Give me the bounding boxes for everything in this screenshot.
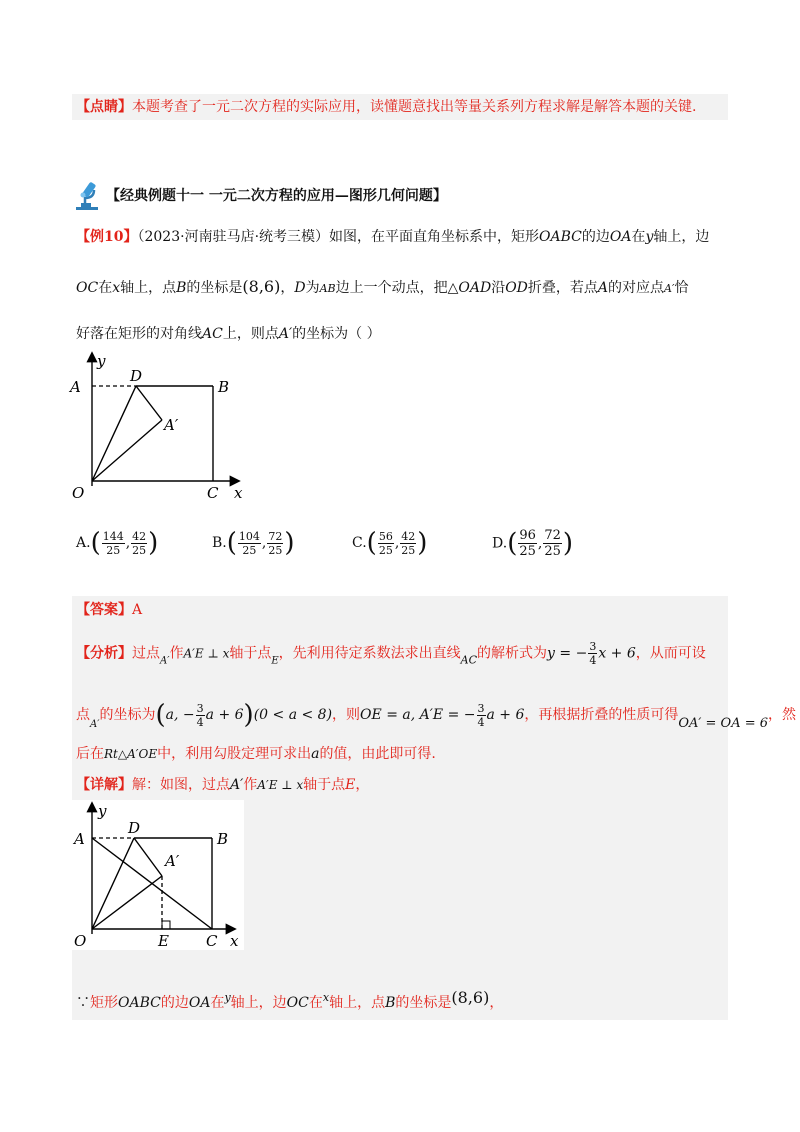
math-OABC: OABC	[118, 995, 161, 1011]
num: 56	[378, 529, 393, 543]
math-OC: OC	[76, 280, 99, 296]
option-A[interactable]: A.( $\frac{144}{25}$ , $\frac{42}{25}$ )	[76, 528, 159, 558]
label-y: y	[97, 352, 106, 370]
text: 矩形	[90, 995, 118, 1011]
label-x: x	[230, 932, 239, 950]
text: ，从而可设	[635, 645, 706, 662]
section-title: 【经典例题十一 一元二次方程的应用—图形几何问题】	[106, 188, 447, 204]
math-rt: Rt△A′OE	[104, 747, 158, 761]
math-OA: OA	[188, 995, 211, 1011]
math-eq: OE = a, A′E = −	[360, 707, 476, 723]
math-OC: OC	[286, 995, 309, 1011]
text: 的边	[160, 995, 189, 1011]
problem-line-1	[76, 227, 709, 247]
text: 在	[631, 229, 646, 245]
text: 的解析式为	[477, 645, 548, 662]
text: 恰	[674, 280, 689, 296]
text: 折叠，若点	[527, 280, 598, 296]
analysis-line-2: 点$_{A'}$的坐标为(a, − $\frac{3}{4}$ a + 6)(0 < a < 8)，则OE = a, A′E = − $\frac{3}{4}$ a + 6，再根据折叠的性质可得OA′ = OA = 6，然	[76, 700, 797, 731]
text: 作	[169, 645, 184, 662]
answer-line	[76, 600, 142, 620]
math-OA: OA	[609, 229, 632, 245]
num: 72	[544, 528, 561, 543]
detail-tag: 【详解】	[76, 777, 132, 793]
analysis-line-3	[76, 744, 436, 764]
text: ，	[355, 777, 370, 793]
text: 边上一个动点，把	[335, 280, 448, 296]
analysis-line-1	[76, 640, 706, 675]
option-label: B.	[212, 535, 227, 551]
math-x: x	[112, 280, 121, 296]
problem-source: （2023·河南驻马店·统考三模）	[137, 229, 330, 245]
text: ，	[489, 995, 504, 1011]
math-Aprime: A′	[160, 655, 170, 667]
num: 96	[519, 528, 536, 543]
text: 的坐标是	[395, 995, 452, 1011]
den: 25	[132, 543, 147, 557]
den: 25	[106, 543, 121, 557]
den: 25	[401, 543, 416, 557]
option-label: C.	[352, 535, 367, 551]
math-AC: AC	[460, 653, 478, 667]
text: 中，利用勾股定理可求出	[157, 746, 312, 762]
option-label: D.	[492, 535, 508, 552]
num: 3	[589, 640, 597, 653]
label-y: y	[98, 802, 107, 820]
num: 42	[401, 529, 416, 543]
num: 144	[102, 529, 124, 543]
num: 104	[238, 529, 260, 543]
label-Aprime: A′	[165, 852, 180, 870]
math-range: (0 < a < 8)	[253, 707, 333, 723]
figure-2	[72, 800, 244, 950]
analysis-tag: 【分析】	[76, 645, 132, 662]
text: 的坐标为	[99, 707, 156, 723]
math-OD: OD	[505, 280, 528, 296]
label-D: D	[128, 819, 141, 837]
text: ，先利用待定系数法求出直线	[278, 645, 461, 662]
den: 25	[242, 543, 257, 557]
text: ，	[280, 280, 295, 296]
num: 3	[196, 701, 204, 715]
label-E: E	[158, 932, 169, 950]
math-perp: A′E ⊥ x	[183, 646, 230, 661]
text: 轴上，点	[329, 995, 386, 1011]
label-D: D	[130, 367, 143, 385]
den: 25	[519, 544, 536, 559]
problem-tag: 【例10】	[76, 229, 138, 245]
label-x: x	[234, 484, 243, 500]
math-eq2: OA′ = OA = 6	[678, 716, 769, 731]
figure-1	[66, 348, 266, 500]
num: 3	[477, 701, 485, 715]
dianjing-text: 本题考查了一元二次方程的实际应用，读懂题意找出等量关系列方程求解是解答本题的关键.	[132, 99, 697, 115]
text: ，再根据折叠的性质可得	[524, 707, 679, 723]
math-coordB: (8,6)	[242, 277, 281, 296]
math-Aprime: A′	[230, 777, 244, 793]
label-A: A	[70, 378, 81, 396]
den: 25	[544, 544, 561, 559]
label-O: O	[74, 932, 87, 950]
math-coord: a, −	[165, 707, 195, 723]
math-AC: AC	[202, 326, 223, 342]
math-B: B	[385, 995, 396, 1011]
math-B: B	[176, 280, 187, 296]
label-B: B	[218, 378, 230, 396]
text: 后在	[76, 746, 104, 762]
math-eq: y = −	[547, 645, 588, 662]
den: 25	[268, 543, 283, 557]
detail-line-2	[76, 988, 503, 1013]
text: 如图，在平面直角坐标系中，矩形	[329, 229, 540, 245]
text: 解：如图，过点	[132, 777, 230, 793]
text: 在	[308, 995, 323, 1011]
math-D: D	[294, 280, 306, 296]
math-triOAD: △OAD	[447, 280, 492, 296]
math-perp: A′E ⊥ x	[257, 778, 304, 792]
math-Aprime: A′	[90, 719, 100, 730]
text: ，则	[332, 707, 361, 723]
text: 点	[76, 707, 90, 723]
text: 轴于点	[229, 645, 272, 662]
label-A: A	[74, 830, 85, 848]
den: 4	[589, 654, 597, 667]
den: 25	[378, 543, 393, 557]
text: 在	[210, 995, 225, 1011]
detail-line-1	[76, 775, 369, 795]
text: ，然	[768, 707, 797, 723]
text: 的对应点	[608, 280, 665, 296]
math-Aprime: A′	[664, 282, 675, 295]
den: 4	[477, 715, 485, 729]
label-B: B	[217, 830, 229, 848]
math-OABC: OABC	[539, 229, 582, 245]
num: 42	[132, 529, 147, 543]
text: 轴上，边	[230, 995, 287, 1011]
math-E: E	[271, 655, 279, 667]
text: 的边	[581, 229, 610, 245]
option-D[interactable]: D.( $\frac{96}{25}$ , $\frac{72}{25}$ )	[492, 528, 574, 559]
text: 轴上，边	[653, 229, 710, 245]
math-a: a	[311, 746, 320, 762]
text: 轴于点	[303, 777, 346, 793]
label-O: O	[72, 484, 85, 500]
problem-line-2	[76, 277, 688, 299]
answer-tag: 【答案】	[76, 602, 132, 618]
text: 好落在矩形的对角线	[76, 326, 202, 342]
math-Aprime: A′	[278, 326, 293, 342]
den: 4	[196, 715, 204, 729]
text: 过点	[132, 645, 160, 662]
text: 的坐标为（ ）	[292, 326, 381, 342]
math-y: y	[224, 991, 231, 1004]
math-AB: AB	[319, 282, 336, 295]
math-A: A	[597, 280, 609, 296]
label-C: C	[206, 932, 218, 950]
math-eq: a + 6	[486, 707, 525, 723]
text: 轴上，点	[120, 280, 177, 296]
problem-line-3	[76, 324, 381, 344]
dianjing-line	[76, 97, 696, 117]
math-coordB: (8,6)	[451, 988, 490, 1007]
dianjing-tag: 【点睛】	[76, 99, 132, 115]
text: 的值，由此即可得.	[319, 746, 436, 762]
option-B[interactable]: B.( $\frac{104}{25}$ , $\frac{72}{25}$ )	[212, 528, 295, 558]
math-E: E	[345, 777, 356, 793]
math-coord: a + 6	[205, 707, 244, 723]
math-x: x	[322, 991, 330, 1004]
label-C: C	[207, 484, 219, 500]
num: 72	[268, 529, 283, 543]
text: 的坐标是	[186, 280, 243, 296]
option-C[interactable]: C.( $\frac{56}{25}$ , $\frac{42}{25}$ )	[352, 528, 428, 558]
math-y: y	[645, 229, 654, 245]
text: 作	[243, 777, 258, 793]
text: 沿	[491, 280, 506, 296]
label-Aprime: A′	[164, 416, 179, 434]
text: 在	[98, 280, 113, 296]
because-symbol: ∵	[76, 995, 90, 1011]
math-eq: x + 6	[598, 645, 636, 662]
text: 上，则点	[222, 326, 279, 342]
text: 为	[305, 280, 320, 296]
microscope-icon	[72, 178, 106, 212]
answer-value: A	[132, 602, 143, 618]
option-label: A.	[76, 535, 91, 551]
